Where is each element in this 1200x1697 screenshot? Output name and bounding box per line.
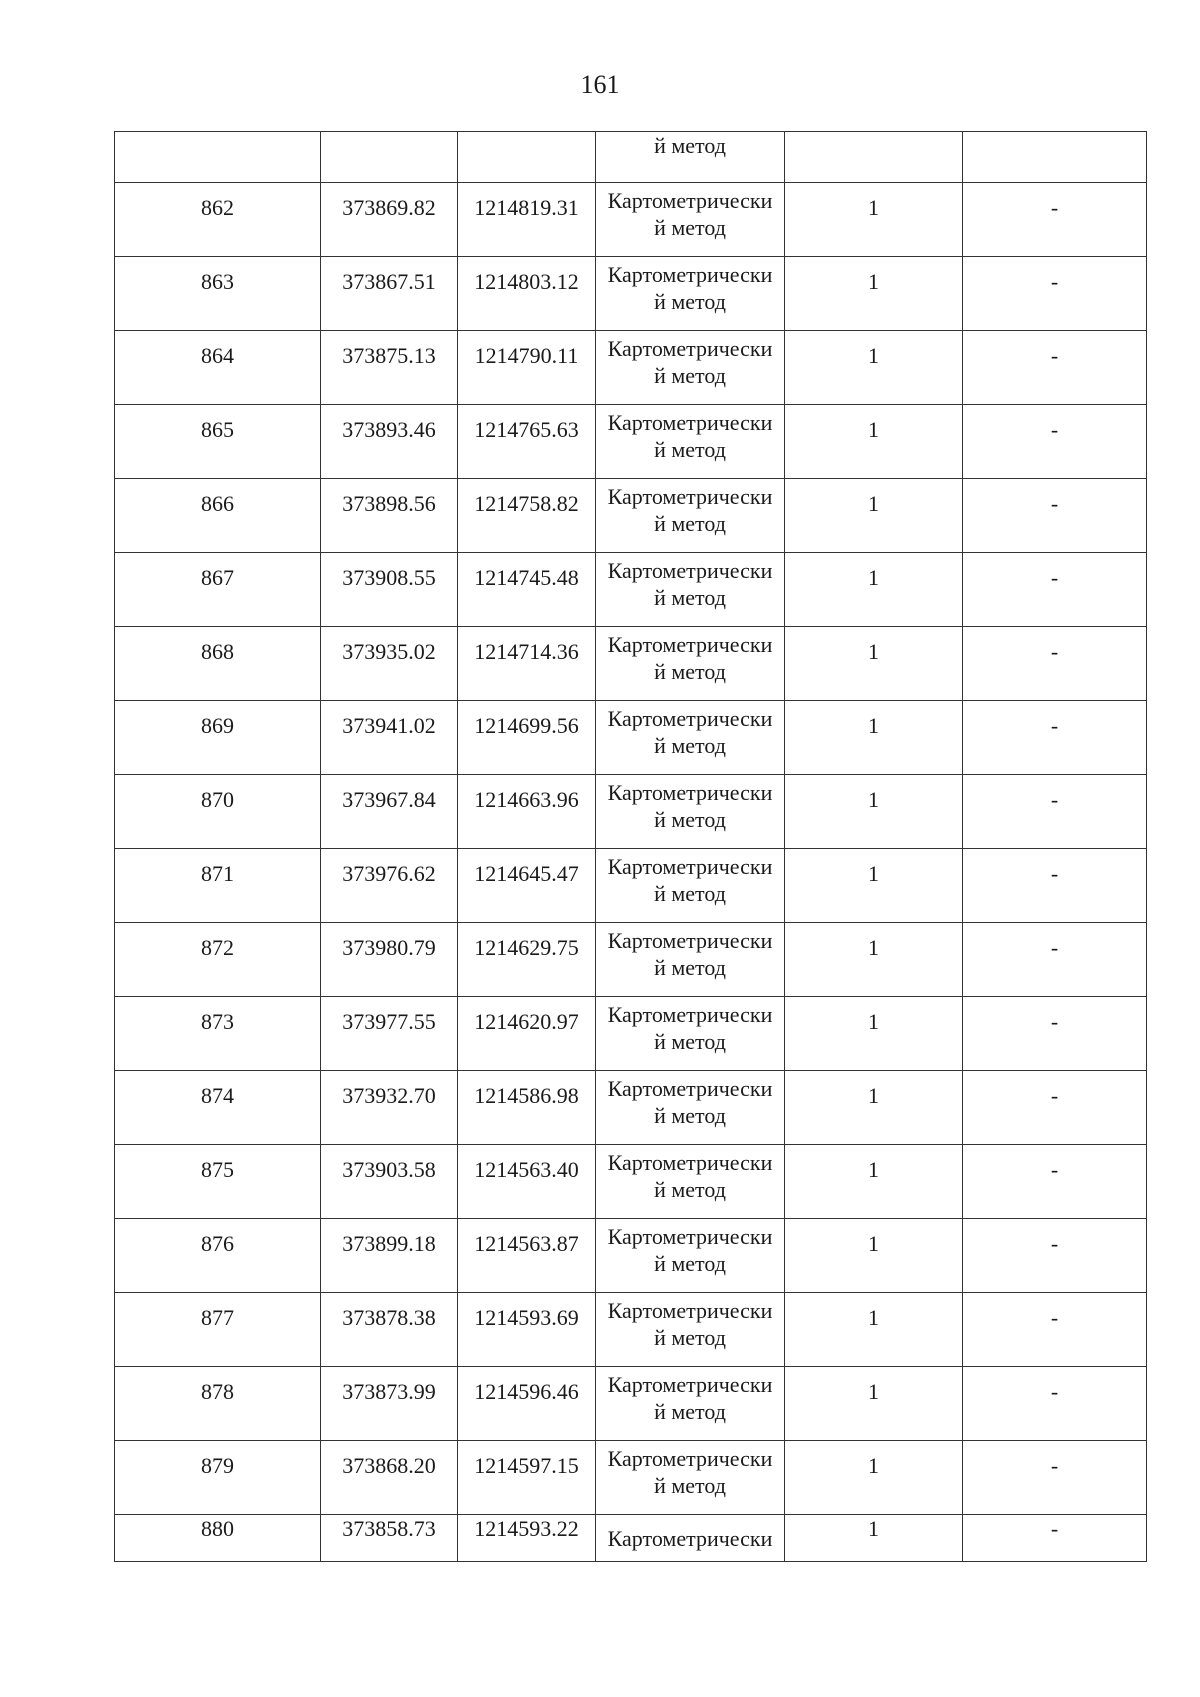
accuracy-value: 1: [868, 1157, 879, 1182]
y-coordinate: 1214663.96: [474, 787, 579, 812]
cell-note: [963, 775, 1147, 849]
cell-note: [963, 1367, 1147, 1441]
y-coordinate: 1214790.11: [474, 343, 579, 368]
cell-method: [596, 1441, 785, 1515]
accuracy-value: 1: [868, 1231, 879, 1256]
cell-point-number: [115, 1071, 321, 1145]
method-text-line-1: Картометрически: [607, 1298, 773, 1323]
y-coordinate: 1214620.97: [474, 1009, 579, 1034]
method-text-line-1: Картометрически: [607, 262, 773, 287]
cell-y: [458, 257, 596, 331]
x-coordinate: 373908.55: [342, 565, 436, 590]
cell-y: [458, 331, 596, 405]
x-coordinate: 373932.70: [342, 1083, 436, 1108]
table-row: [115, 1071, 1147, 1145]
cell-y: [458, 849, 596, 923]
cell-accuracy: [785, 1293, 963, 1367]
cell-accuracy: [785, 1219, 963, 1293]
point-number: 875: [201, 1157, 234, 1182]
x-coordinate: 373899.18: [342, 1231, 436, 1256]
cell-method: [596, 331, 785, 405]
cell-accuracy: [785, 997, 963, 1071]
cell-accuracy: [785, 627, 963, 701]
point-number: 868: [201, 639, 234, 664]
x-coordinate: 373935.02: [342, 639, 436, 664]
point-number: 866: [201, 491, 234, 516]
accuracy-value: 1: [868, 491, 879, 516]
cell-accuracy: [785, 257, 963, 331]
cell-y: [458, 183, 596, 257]
x-coordinate: 373898.56: [342, 491, 436, 516]
cell-note: [963, 183, 1147, 257]
note-value: -: [1050, 491, 1059, 516]
cell-note: [963, 1441, 1147, 1515]
cell-accuracy: [785, 849, 963, 923]
method-text: й метод: [654, 133, 726, 158]
note-value: -: [1050, 1157, 1059, 1182]
cell-accuracy: [785, 1441, 963, 1515]
table-row: [115, 1441, 1147, 1515]
table-row-last: [115, 1515, 1147, 1562]
table-row-continued: [115, 132, 1147, 183]
accuracy-value: 1: [868, 639, 879, 664]
cell-method: [596, 627, 785, 701]
x-coordinate: 373875.13: [342, 343, 436, 368]
cell-method: [596, 997, 785, 1071]
note-value: -: [1050, 1453, 1059, 1478]
cell-note: [963, 257, 1147, 331]
method-text-line-1: Картометрически: [607, 706, 773, 731]
table-row: [115, 257, 1147, 331]
method-text-line-2: й метод: [654, 437, 726, 462]
cell-method: [596, 849, 785, 923]
cell-x: [321, 183, 458, 257]
cell-method: [596, 257, 785, 331]
cell-x: [321, 331, 458, 405]
cell-y: [458, 997, 596, 1071]
cell-accuracy: [785, 132, 963, 183]
cell-x: [321, 1219, 458, 1293]
table-row: [115, 627, 1147, 701]
note-value: -: [1050, 1009, 1059, 1034]
note-value: -: [1050, 861, 1059, 886]
cell-method: [596, 183, 785, 257]
cell-method: [596, 1145, 785, 1219]
x-coordinate: 373941.02: [342, 713, 436, 738]
cell-note: [963, 997, 1147, 1071]
cell-accuracy: [785, 183, 963, 257]
cell-method: [596, 775, 785, 849]
cell-accuracy: [785, 923, 963, 997]
point-number: 863: [201, 269, 234, 294]
x-coordinate: 373873.99: [342, 1379, 436, 1404]
accuracy-value: 1: [868, 417, 879, 442]
method-text-line-1: Картометрически: [607, 1076, 773, 1101]
cell-method: [596, 553, 785, 627]
accuracy-value: 1: [868, 565, 879, 590]
cell-x: [321, 1293, 458, 1367]
point-number: 864: [201, 343, 234, 368]
y-coordinate: 1214596.46: [474, 1379, 579, 1404]
y-coordinate: 1214699.56: [474, 713, 579, 738]
table-row: [115, 331, 1147, 405]
method-text-line-1: Картометрически: [607, 410, 773, 435]
point-number: 878: [201, 1379, 234, 1404]
y-coordinate: 1214629.75: [474, 935, 579, 960]
cell-method: [596, 1219, 785, 1293]
cell-y: [458, 1515, 596, 1562]
cell-accuracy: [785, 775, 963, 849]
cell-point-number: [115, 132, 321, 183]
cell-point-number: [115, 257, 321, 331]
method-text-line-1: Картометрически: [607, 1002, 773, 1027]
cell-accuracy: [785, 479, 963, 553]
table-row: [115, 183, 1147, 257]
note-value: -: [1050, 269, 1059, 294]
table-row: [115, 405, 1147, 479]
table-row: [115, 1293, 1147, 1367]
x-coordinate: 373868.20: [342, 1453, 436, 1478]
cell-x: [321, 923, 458, 997]
cell-accuracy: [785, 405, 963, 479]
method-text-line-1: Картометрически: [607, 484, 773, 509]
accuracy-value: 1: [868, 787, 879, 812]
method-text-line-2: й метод: [654, 1177, 726, 1202]
cell-note: [963, 1219, 1147, 1293]
cell-y: [458, 775, 596, 849]
method-text-line-2: й метод: [654, 289, 726, 314]
method-text-line-1: Картометрически: [607, 780, 773, 805]
cell-method: [596, 1293, 785, 1367]
method-text-line-1: Картометрически: [607, 854, 773, 879]
x-coordinate: 373878.38: [342, 1305, 436, 1330]
x-coordinate: 373980.79: [342, 935, 436, 960]
cell-note: [963, 1071, 1147, 1145]
note-value: -: [1050, 1379, 1059, 1404]
cell-x: [321, 479, 458, 553]
cell-method: [596, 1367, 785, 1441]
cell-point-number: [115, 479, 321, 553]
cell-accuracy: [785, 1515, 963, 1562]
y-coordinate: 1214745.48: [474, 565, 579, 590]
cell-y: [458, 1071, 596, 1145]
cell-method: [596, 1071, 785, 1145]
point-number: 869: [201, 713, 234, 738]
cell-point-number: [115, 1219, 321, 1293]
accuracy-value: 1: [868, 713, 879, 738]
table-row: [115, 1367, 1147, 1441]
method-text-line-1: Картометрически: [607, 1224, 773, 1249]
cell-point-number: [115, 997, 321, 1071]
cell-point-number: [115, 1145, 321, 1219]
accuracy-value: 1: [868, 195, 879, 220]
cell-x: [321, 1367, 458, 1441]
note-value: -: [1050, 935, 1059, 960]
cell-point-number: [115, 1367, 321, 1441]
cell-y: [458, 1145, 596, 1219]
table-row: [115, 553, 1147, 627]
method-text-line-2: й метод: [654, 1103, 726, 1128]
y-coordinate: 1214563.87: [474, 1231, 579, 1256]
cell-x: [321, 849, 458, 923]
note-value: -: [1050, 1305, 1059, 1330]
method-text-line-2: й метод: [654, 807, 726, 832]
y-coordinate: 1214819.31: [474, 195, 579, 220]
cell-method: [596, 1515, 785, 1562]
method-text-line-2: й метод: [654, 955, 726, 980]
cell-y: [458, 701, 596, 775]
method-text-line-2: й метод: [654, 585, 726, 610]
method-text-line-2: й метод: [654, 215, 726, 240]
method-text-line-2: й метод: [654, 363, 726, 388]
point-number: 872: [201, 935, 234, 960]
cell-y: [458, 1219, 596, 1293]
y-coordinate: 1214803.12: [474, 269, 579, 294]
cell-point-number: [115, 849, 321, 923]
table-row: [115, 923, 1147, 997]
coordinates-table: [114, 131, 1147, 1562]
table-row: [115, 701, 1147, 775]
cell-point-number: [115, 553, 321, 627]
method-text-line-1: Картометрически: [607, 1372, 773, 1397]
y-coordinate: 1214597.15: [474, 1453, 579, 1478]
method-text-line-2: й метод: [654, 511, 726, 536]
point-number: 879: [201, 1453, 234, 1478]
point-number: 870: [201, 787, 234, 812]
method-text-line-2: й метод: [654, 659, 726, 684]
point-number: 867: [201, 565, 234, 590]
accuracy-value: 1: [868, 861, 879, 886]
x-coordinate: 373867.51: [342, 269, 436, 294]
cell-x: [321, 405, 458, 479]
accuracy-value: 1: [868, 1516, 879, 1541]
point-number: 880: [201, 1516, 234, 1541]
cell-point-number: [115, 405, 321, 479]
accuracy-value: 1: [868, 343, 879, 368]
cell-point-number: [115, 1441, 321, 1515]
cell-point-number: [115, 1515, 321, 1562]
cell-method: [596, 923, 785, 997]
cell-y: [458, 132, 596, 183]
method-text-line-2: й метод: [654, 881, 726, 906]
cell-accuracy: [785, 553, 963, 627]
cell-y: [458, 1293, 596, 1367]
note-value: -: [1050, 343, 1059, 368]
cell-y: [458, 923, 596, 997]
cell-x: [321, 553, 458, 627]
x-coordinate: 373903.58: [342, 1157, 436, 1182]
method-text-line-1: Картометрически: [607, 1526, 773, 1551]
accuracy-value: 1: [868, 1305, 879, 1330]
cell-x: [321, 701, 458, 775]
cell-point-number: [115, 1293, 321, 1367]
note-value: -: [1050, 1231, 1059, 1256]
x-coordinate: 373967.84: [342, 787, 436, 812]
accuracy-value: 1: [868, 1453, 879, 1478]
method-text-line-2: й метод: [654, 733, 726, 758]
cell-note: [963, 1145, 1147, 1219]
cell-note: [963, 405, 1147, 479]
note-value: -: [1050, 417, 1059, 442]
accuracy-value: 1: [868, 1009, 879, 1034]
method-text-line-2: й метод: [654, 1325, 726, 1350]
cell-point-number: [115, 701, 321, 775]
x-coordinate: 373858.73: [342, 1516, 436, 1541]
cell-accuracy: [785, 701, 963, 775]
point-number: 871: [201, 861, 234, 886]
note-value: -: [1050, 639, 1059, 664]
accuracy-value: 1: [868, 1379, 879, 1404]
method-text-line-1: Картометрически: [607, 336, 773, 361]
cell-point-number: [115, 331, 321, 405]
cell-x: [321, 1515, 458, 1562]
cell-accuracy: [785, 1145, 963, 1219]
note-value: -: [1050, 787, 1059, 812]
cell-note: [963, 627, 1147, 701]
y-coordinate: 1214758.82: [474, 491, 579, 516]
cell-note: [963, 479, 1147, 553]
note-value: -: [1050, 713, 1059, 738]
cell-note: [963, 1515, 1147, 1562]
cell-x: [321, 1071, 458, 1145]
cell-x: [321, 627, 458, 701]
method-text-line-1: Картометрически: [607, 188, 773, 213]
y-coordinate: 1214586.98: [474, 1083, 579, 1108]
note-value: -: [1050, 1083, 1059, 1108]
method-text-line-2: й метод: [654, 1251, 726, 1276]
cell-note: [963, 701, 1147, 775]
cell-note: [963, 923, 1147, 997]
method-text-line-1: Картометрически: [607, 928, 773, 953]
method-text-line-1: Картометрически: [607, 632, 773, 657]
cell-y: [458, 405, 596, 479]
cell-point-number: [115, 627, 321, 701]
x-coordinate: 373976.62: [342, 861, 436, 886]
coordinates-table-body: [115, 132, 1147, 1562]
note-value: -: [1050, 1516, 1059, 1541]
note-value: -: [1050, 565, 1059, 590]
cell-point-number: [115, 183, 321, 257]
cell-method: [596, 405, 785, 479]
x-coordinate: 373893.46: [342, 417, 436, 442]
cell-note: [963, 553, 1147, 627]
cell-x: [321, 997, 458, 1071]
method-text-line-1: Картометрически: [607, 1446, 773, 1471]
cell-y: [458, 1367, 596, 1441]
accuracy-value: 1: [868, 269, 879, 294]
x-coordinate: 373869.82: [342, 195, 436, 220]
cell-y: [458, 1441, 596, 1515]
cell-accuracy: [785, 1367, 963, 1441]
x-coordinate: 373977.55: [342, 1009, 436, 1034]
table-row: [115, 1219, 1147, 1293]
cell-x: [321, 775, 458, 849]
y-coordinate: 1214593.69: [474, 1305, 579, 1330]
table-row: [115, 479, 1147, 553]
accuracy-value: 1: [868, 935, 879, 960]
point-number: 873: [201, 1009, 234, 1034]
cell-x: [321, 1441, 458, 1515]
cell-method: [596, 479, 785, 553]
method-text-line-1: Картометрически: [607, 558, 773, 583]
cell-accuracy: [785, 331, 963, 405]
cell-point-number: [115, 775, 321, 849]
table-row: [115, 849, 1147, 923]
y-coordinate: 1214593.22: [474, 1516, 579, 1541]
page-number: 161: [580, 70, 620, 99]
cell-note: [963, 331, 1147, 405]
cell-y: [458, 553, 596, 627]
cell-method: [596, 701, 785, 775]
cell-note: [963, 849, 1147, 923]
point-number: 876: [201, 1231, 234, 1256]
cell-point-number: [115, 923, 321, 997]
point-number: 865: [201, 417, 234, 442]
cell-accuracy: [785, 1071, 963, 1145]
cell-x: [321, 1145, 458, 1219]
cell-note: [963, 1293, 1147, 1367]
method-text-line-2: й метод: [654, 1399, 726, 1424]
y-coordinate: 1214645.47: [474, 861, 579, 886]
method-text-line-2: й метод: [654, 1473, 726, 1498]
cell-y: [458, 627, 596, 701]
table-row: [115, 1145, 1147, 1219]
method-text-line-2: й метод: [654, 1029, 726, 1054]
table-row: [115, 775, 1147, 849]
method-text-line-1: Картометрически: [607, 1150, 773, 1175]
cell-x: [321, 257, 458, 331]
note-value: -: [1050, 195, 1059, 220]
point-number: 877: [201, 1305, 234, 1330]
point-number: 874: [201, 1083, 234, 1108]
point-number: 862: [201, 195, 234, 220]
cell-x: [321, 132, 458, 183]
y-coordinate: 1214714.36: [474, 639, 579, 664]
y-coordinate: 1214765.63: [474, 417, 579, 442]
y-coordinate: 1214563.40: [474, 1157, 579, 1182]
cell-y: [458, 479, 596, 553]
table-row: [115, 997, 1147, 1071]
cell-note: [963, 132, 1147, 183]
accuracy-value: 1: [868, 1083, 879, 1108]
cell-method: [596, 132, 785, 183]
